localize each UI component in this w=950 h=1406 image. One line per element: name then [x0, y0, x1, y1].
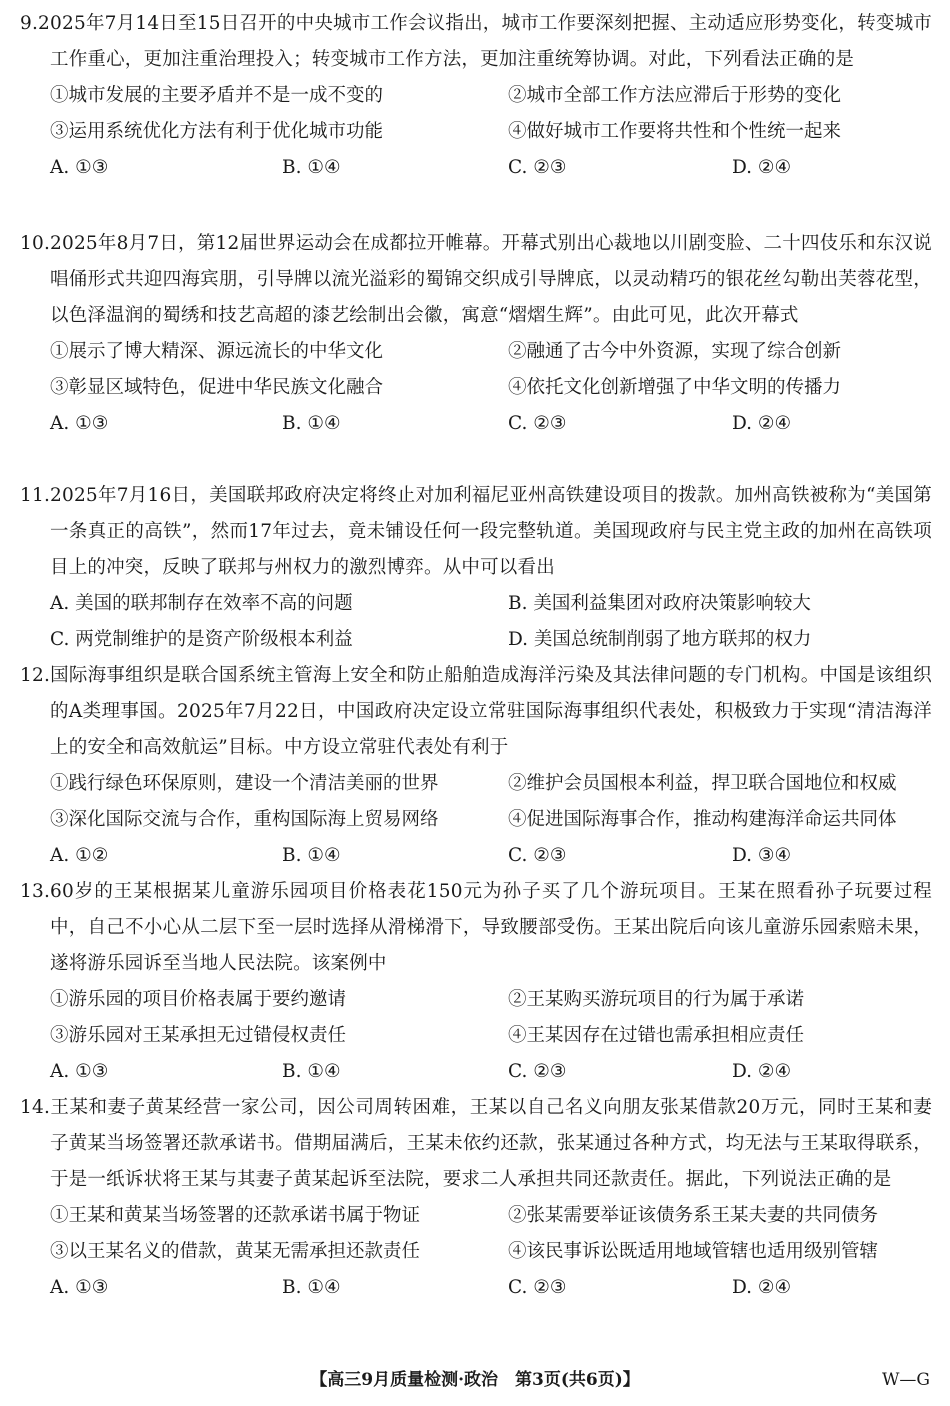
option-b: B. ①④	[282, 413, 341, 434]
statement: ①王某和黄某当场签署的还款承诺书属于物证	[50, 1205, 421, 1226]
option-a: A. ①③	[50, 157, 109, 178]
statement-row	[20, 982, 932, 1018]
statement: ①游乐园的项目价格表属于要约邀请	[50, 989, 347, 1010]
statement-row	[20, 114, 932, 150]
question-stem: 14.王某和妻子黄某经营一家公司，因公司周转困难，王某以自己名义向朋友张某借款20万元，同时王某和妻子黄某当场签署还款承诺书。借期届满后，王某未依约还款，张某通过各种方式，均无法与王某取得联系，于是一纸诉状将王某与其妻子黄某起诉至法院，要求二人承担共同还款责任。据此，下列说法正确的是	[20, 1097, 932, 1190]
footer-title: 【高三9月质量检测·政治 第3页(共6页)】	[310, 1370, 640, 1390]
statement-row	[20, 370, 932, 406]
option-a: A. ①②	[50, 845, 109, 866]
statement: ②城市全部工作方法应滞后于形势的变化	[508, 85, 842, 106]
option-c: C. ②③	[508, 1277, 567, 1298]
options-row	[20, 586, 932, 622]
options-row	[20, 622, 932, 658]
option-a: A. ①③	[50, 413, 109, 434]
option-c: C. ②③	[508, 157, 567, 178]
option-c: C. ②③	[508, 1061, 567, 1082]
options-row	[20, 406, 932, 442]
option-d: D. 美国总统制削弱了地方联邦的权力	[508, 629, 812, 650]
options-row	[20, 150, 932, 186]
option-a: A. ①③	[50, 1061, 109, 1082]
statement: ④依托文化创新增强了中华文明的传播力	[508, 377, 842, 398]
option-c: C. ②③	[508, 413, 567, 434]
option-a: A. ①③	[50, 1277, 109, 1298]
statement: ④促进国际海事合作，推动构建海洋命运共同体	[508, 809, 897, 830]
statement: ①践行绿色环保原则，建设一个清洁美丽的世界	[50, 773, 439, 794]
statement: ②张某需要举证该债务系王某夫妻的共同债务	[508, 1205, 879, 1226]
statement-row	[20, 1234, 932, 1270]
question-stem: 11.2025年7月16日，美国联邦政府决定将终止对加利福尼亚州高铁建设项目的拨款。加州高铁被称为“美国第一条真正的高铁”，然而17年过去，竟未铺设任何一段完整轨道。美国现政府与民主党主政的加州在高铁项目上的冲突，反映了联邦与州权力的激烈博弈。从中可以看出	[20, 485, 932, 578]
statement: ①城市发展的主要矛盾并不是一成不变的	[50, 85, 384, 106]
statement: ③运用系统优化方法有利于优化城市功能	[50, 121, 384, 142]
statement-row	[20, 802, 932, 838]
question-11	[20, 478, 932, 658]
statement: ③彰显区域特色，促进中华民族文化融合	[50, 377, 384, 398]
statement: ③深化国际交流与合作，重构国际海上贸易网络	[50, 809, 439, 830]
question-stem: 13.60岁的王某根据某儿童游乐园项目价格表花150元为孙子买了几个游玩项目。王某在照看孙子玩要过程中，自己不小心从二层下至一层时选择从滑梯滑下，导致腰部受伤。王某出院后向该儿童游乐园索赔未果，遂将游乐园诉至当地人民法院。该案例中	[20, 881, 932, 974]
option-c: C. ②③	[508, 845, 567, 866]
option-b: B. ①④	[282, 1277, 341, 1298]
question-stem: 12.国际海事组织是联合国系统主管海上安全和防止船舶造成海洋污染及其法律问题的专门机构。中国是该组织的A类理事国。2025年7月22日，中国政府决定设立常驻国际海事组织代表处，积极致力于实现“清洁海洋上的安全和高效航运”目标。中方设立常驻代表处有利于	[20, 665, 932, 758]
option-b: B. 美国利益集团对政府决策影响较大	[508, 593, 811, 614]
page-footer	[0, 1370, 950, 1406]
statement: ②王某购买游玩项目的行为属于承诺	[508, 989, 805, 1010]
option-b: B. ①④	[282, 1061, 341, 1082]
option-a: A. 美国的联邦制存在效率不高的问题	[50, 593, 353, 614]
option-d: D. ②④	[732, 157, 792, 178]
statement-row	[20, 334, 932, 370]
option-d: D. ②④	[732, 1277, 792, 1298]
statement: ④该民事诉讼既适用地域管辖也适用级别管辖	[508, 1241, 879, 1262]
statement: ②融通了古今中外资源，实现了综合创新	[508, 341, 842, 362]
option-d: D. ③④	[732, 845, 792, 866]
statement: ③以王某名义的借款，黄某无需承担还款责任	[50, 1241, 421, 1262]
question-stem: 9.2025年7月14日至15日召开的中央城市工作会议指出，城市工作要深刻把握、主动适应形势变化，转变城市工作重心，更加注重治理投入；转变城市工作方法，更加注重统筹协调。对此，下列看法正确的是	[20, 13, 932, 70]
question-10	[20, 226, 932, 442]
question-12	[20, 658, 932, 874]
statement: ④做好城市工作要将共性和个性统一起来	[508, 121, 842, 142]
statement-row	[20, 1018, 932, 1054]
question-14	[20, 1090, 932, 1306]
question-13	[20, 874, 932, 1090]
options-row	[20, 1054, 932, 1090]
option-d: D. ②④	[732, 1061, 792, 1082]
statement-row	[20, 78, 932, 114]
question-9	[20, 6, 932, 186]
statement: ②维护会员国根本利益，捍卫联合国地位和权威	[508, 773, 897, 794]
options-row	[20, 838, 932, 874]
statement: ①展示了博大精深、源远流长的中华文化	[50, 341, 384, 362]
option-c: C. 两党制维护的是资产阶级根本利益	[50, 629, 353, 650]
statement: ④王某因存在过错也需承担相应责任	[508, 1025, 805, 1046]
statement-row	[20, 1198, 932, 1234]
option-b: B. ①④	[282, 845, 341, 866]
statement-row	[20, 766, 932, 802]
options-row	[20, 1270, 932, 1306]
option-d: D. ②④	[732, 413, 792, 434]
paper-code: W—G	[881, 1370, 930, 1390]
question-stem: 10.2025年8月7日，第12届世界运动会在成都拉开帷幕。开幕式别出心裁地以川剧变脸、二十四伎乐和东汉说唱俑形式共迎四海宾朋，引导牌以流光溢彩的蜀锦交织成引导牌底，以灵动精巧的银花丝勾勒出芙蓉花型，以色泽温润的蜀绣和技艺高超的漆艺绘制出会徽，寓意“熠熠生辉”。由此可见，此次开幕式	[20, 233, 932, 326]
option-b: B. ①④	[282, 157, 341, 178]
statement: ③游乐园对王某承担无过错侵权责任	[50, 1025, 347, 1046]
